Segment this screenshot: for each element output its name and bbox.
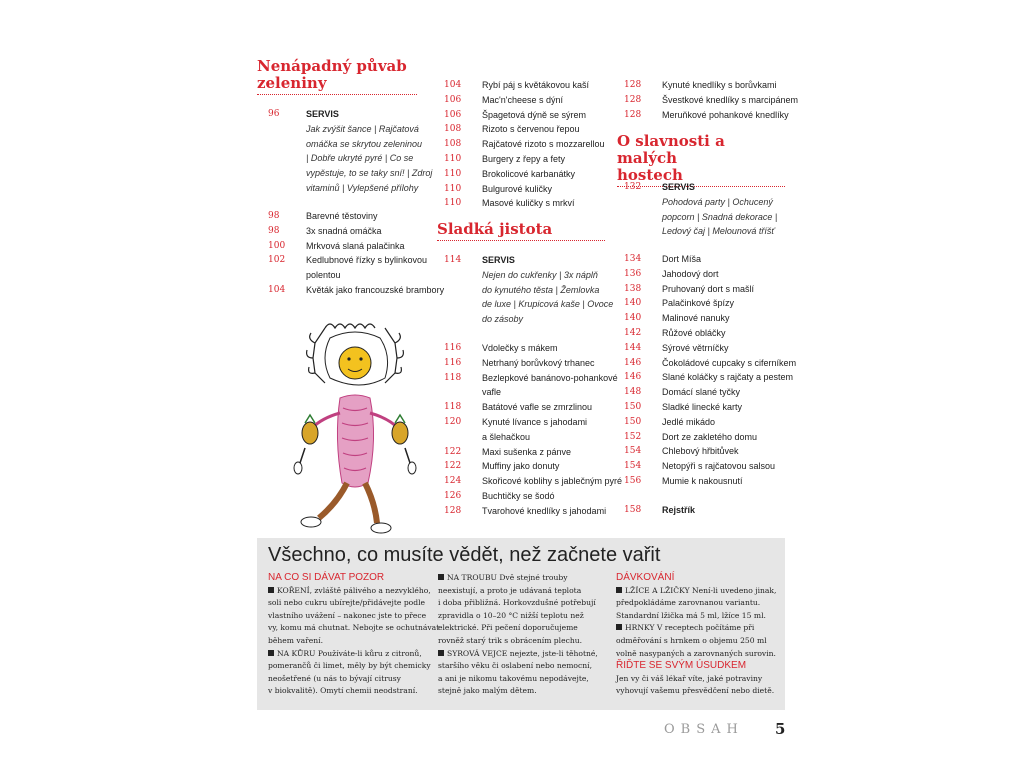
info-text-line: [616, 585, 786, 598]
toc-page-number: 110: [444, 154, 462, 164]
info-text-line: [616, 648, 786, 661]
info-text: KOŘENÍ, zvláště pálivého a nezvyklého,: [277, 585, 431, 595]
toc-page-number: 108: [444, 124, 462, 135]
toc-page-number: 100: [268, 240, 286, 251]
info-text: NA KŮRU Používáte-li kůru z citronů,: [277, 648, 422, 658]
info-text-line: [268, 660, 443, 673]
info-text-line: [268, 685, 443, 698]
toc-page-number: 128: [624, 94, 642, 105]
info-text-line: [438, 597, 613, 610]
info-text: volně nasypaných a zarovnaných surovin.: [616, 648, 776, 658]
toc-entry-title: Vdolečky s mákem: [482, 343, 558, 353]
toc-page-number: 152: [624, 431, 642, 442]
page-number: 5: [775, 720, 786, 738]
section-title-sweet: Sladká jistota: [437, 221, 605, 241]
toc-page-number: 114: [444, 255, 462, 265]
toc-entry-title: Mrkvová slaná palačinka: [306, 240, 405, 251]
info-text: Standardní lžička má 5 ml, lžíce 15 ml.: [616, 610, 766, 620]
toc-entry-title: Dort ze zakletého domu: [662, 431, 758, 442]
info-text: neošetřené (u nás to bývají citrusy: [268, 673, 401, 683]
toc-page-number: 116: [444, 343, 462, 353]
info-text: neexistují, a proto je udávaná teplota: [438, 585, 582, 595]
toc-entry-title: Čokoládové cupcaky s ciferníkem: [662, 357, 797, 368]
toc-entry-title: Brokolicové karbanátky: [482, 168, 576, 179]
section-title-celebrations: O slavnosti a malých hostech: [617, 133, 785, 187]
toc-page-number: 104: [268, 285, 286, 295]
info-text-line: [438, 673, 613, 686]
toc-entry-title: Burgery z řepy a fety: [482, 154, 566, 164]
toc-entry-title: Netrhaný borůvkový trhanec: [482, 357, 595, 368]
info-text: i doba přibližná. Horkovzdušné potřebují: [438, 598, 596, 608]
toc-entry-title: a šlehačkou: [482, 431, 531, 442]
servis-line: Jak zvýšit šance | Rajčatová: [306, 123, 419, 134]
info-text-line: [438, 648, 613, 661]
toc-page-number: 102: [268, 255, 286, 266]
toc-entry-title: Buchtičky se šodó: [482, 491, 555, 501]
info-text-line: [616, 597, 786, 610]
toc-page-number: 124: [444, 476, 462, 487]
bullet-square-icon: [616, 624, 622, 630]
toc-page-number: 154: [624, 446, 642, 457]
info-subheading: ŘIĎTE SE SVÝM ÚSUDKEM: [616, 660, 747, 672]
servis-line: de luxe | Krupicová kaše | Ovoce: [482, 299, 614, 310]
toc-page-number: 144: [624, 342, 642, 353]
toc-page-number: 142: [624, 328, 642, 338]
info-text-line: [616, 635, 786, 648]
toc-entry-title: vafle: [482, 387, 502, 398]
toc-entry-title: Muffiny jako donuty: [482, 461, 560, 472]
info-box: [257, 538, 785, 710]
info-text-line: [268, 610, 443, 623]
toc-page-number: 138: [624, 283, 642, 294]
toc-page-number: 106: [444, 109, 462, 120]
info-text-line: [438, 572, 613, 585]
toc-entry-title: Chlebový hřbitůvek: [662, 446, 739, 457]
toc-page-number: 148: [624, 387, 642, 398]
info-text-line: [438, 660, 613, 673]
toc-page-number: 128: [624, 109, 642, 120]
toc-entry-title: polentou: [306, 270, 341, 281]
info-text: vlastního uvážení – nakonec jste to přece: [268, 610, 427, 620]
info-text-line: [438, 635, 613, 648]
servis-line: do zásoby: [482, 314, 524, 325]
toc-page-number: 120: [444, 417, 462, 427]
section-title-vegetables: Nenápadný půvab zeleniny: [257, 58, 417, 95]
servis-line: Nejen do cukřenky | 3x náplň: [482, 269, 598, 280]
servis-heading[interactable]: SERVIS: [482, 255, 515, 265]
toc-page-number: 128: [444, 505, 462, 516]
toc-page-number: 108: [444, 139, 462, 150]
info-text-line: [268, 622, 443, 635]
toc-page-number: 106: [444, 94, 462, 105]
chef-illustration: [285, 298, 425, 538]
toc-entry-title: Skořicové koblihy s jablečným pyré: [482, 476, 623, 487]
info-text: LŽÍCE A LŽIČKY Není-li uvedeno jinak,: [625, 585, 777, 595]
toc-page-number: 126: [444, 491, 462, 501]
info-text-line: [616, 622, 786, 635]
toc-page-number: 98: [268, 225, 280, 236]
toc-entry-title: Růžové obláčky: [662, 328, 726, 338]
toc-page-number: 150: [624, 402, 642, 412]
info-text: vy, komu má chutnat. Nebojte se ochutnávat: [268, 623, 440, 633]
info-text-line: [616, 673, 786, 686]
toc-entry-title: Pruhovaný dort s mašlí: [662, 283, 755, 294]
bullet-square-icon: [268, 587, 274, 593]
toc-page-number: 150: [624, 416, 642, 427]
toc-entry-title: Rybí páj s květákovou kaší: [482, 80, 590, 90]
toc-page-number: 146: [624, 372, 642, 383]
toc-page-number: 116: [444, 357, 462, 368]
toc-page-number: 118: [444, 372, 462, 383]
toc-entry-title: Tvarohové knedlíky s jahodami: [482, 505, 607, 516]
toc-page-number: 134: [624, 254, 642, 264]
toc-page-number: 146: [624, 357, 642, 368]
toc-entry-title: Květák jako francouzské brambory: [306, 285, 445, 295]
servis-line: vitaminů | Vylepšené přílohy: [306, 182, 419, 193]
servis-line: do kynutého těsta | Žemlovka: [482, 284, 600, 295]
toc-page-number: 132: [624, 182, 642, 192]
info-col-caution: [268, 572, 443, 698]
info-text: odměřování s hrnkem o objemu 250 ml: [616, 635, 767, 645]
servis-line: vypěstuje, to se taky sní! | Zdroj: [306, 168, 433, 179]
toc-entry-title: Rizoto s červenou řepou: [482, 124, 580, 135]
toc-page-number: 122: [444, 461, 462, 472]
info-text-line: [438, 585, 613, 598]
servis-line: Ledový čaj | Melounová tříšť: [662, 226, 775, 237]
toc-entry-title: Mac'n'cheese s dýní: [482, 94, 563, 105]
info-text: HRNKY V receptech počítáme při: [625, 623, 755, 633]
info-col-oven: [438, 572, 613, 698]
info-text: rovněž starý trik s obrácením plechu.: [438, 635, 583, 645]
info-text-line: [268, 635, 443, 648]
toc-entry-title: Bulgurové kuličky: [482, 183, 553, 194]
toc-entry-title: Barevné těstoviny: [306, 211, 378, 221]
info-text: pomerančů či limet, měly by být chemicky: [268, 661, 431, 671]
toc-entry-title: Palačinkové špízy: [662, 298, 735, 309]
toc-entry-title: Sýrové větrníčky: [662, 342, 729, 353]
toc-entry-title: 3x snadná omáčka: [306, 225, 382, 236]
info-subheading: DÁVKOVÁNÍ: [616, 572, 675, 583]
info-text: Jen vy či váš lékař víte, jaké potraviny: [616, 673, 763, 683]
info-text: soli nebo cukru ubírejte/přidávejte podle: [268, 598, 426, 608]
toc-entry-title: Maxi sušenka z pánve: [482, 446, 572, 457]
toc-entry-title: Jedlé mikádo: [662, 416, 716, 427]
info-text-line: [268, 585, 443, 598]
toc-entry-title: Jahodový dort: [662, 268, 719, 279]
toc-page-number: 118: [444, 402, 462, 413]
toc-entry-title: Kedlubnové řízky s bylinkovou: [306, 255, 428, 266]
info-text-line: [438, 610, 613, 623]
toc-entry-title: Kynuté knedlíky s borůvkami: [662, 80, 777, 90]
servis-description: [662, 195, 777, 239]
info-text: stejně jako malým dětem.: [438, 686, 537, 696]
toc-page-number: 140: [624, 298, 642, 309]
servis-heading[interactable]: SERVIS: [662, 182, 695, 192]
toc-entry-title: Batátové vafle se zmrzlinou: [482, 402, 593, 413]
toc-page-number: 140: [624, 313, 642, 324]
bullet-square-icon: [438, 650, 444, 656]
toc-page-number: 110: [444, 183, 462, 194]
toc-page-number: 154: [624, 461, 642, 472]
toc-entry-title: Malinové nanuky: [662, 313, 730, 324]
info-text-line: [616, 610, 786, 623]
info-text: NA TROUBU Dvě stejné trouby: [447, 573, 568, 582]
footer-section-label: OBSAH: [664, 722, 744, 737]
toc-page-number: 122: [444, 446, 462, 457]
toc-page-number: 128: [624, 80, 642, 90]
info-text-line: [438, 685, 613, 698]
toc-entry-title: Slané koláčky s rajčaty a pestem: [662, 372, 794, 383]
toc-page-number: 110: [444, 198, 462, 209]
bullet-square-icon: [268, 650, 274, 656]
info-text-line: [616, 685, 786, 698]
toc-entry-title: Netopýři s rajčatovou salsou: [662, 461, 776, 472]
info-text-line: [268, 597, 443, 610]
toc-entry-title: Domácí slané tyčky: [662, 387, 741, 398]
toc-page-number: 96: [268, 109, 280, 119]
toc-entry-title: Meruňkové pohankové knedlíky: [662, 109, 789, 120]
toc-entry-title: Masové kuličky s mrkví: [482, 198, 575, 209]
toc-entry-title: Mumie k nakousnutí: [662, 476, 743, 486]
toc-page-number: 156: [624, 476, 642, 486]
toc-page-number: 110: [444, 168, 462, 179]
toc-entry-title: Sladké linecké karty: [662, 402, 743, 412]
info-text: elektrické. Při pečení doporučujeme: [438, 623, 578, 633]
info-text: a ani je nikomu takovému nepodávejte,: [438, 673, 589, 683]
toc-entry-title: Kynuté lívance s jahodami: [482, 417, 588, 427]
toc-entry-title: Švestkové knedlíky s marcipánem: [662, 94, 799, 105]
toc-entry-title: Špagetová dýně se sýrem: [482, 109, 587, 120]
servis-description: [306, 122, 432, 196]
info-text: staršího věku či oslabení nebo nemocní,: [438, 661, 592, 671]
toc-page-number: 104: [444, 80, 462, 90]
toc-page-number: 136: [624, 268, 642, 279]
servis-line: popcorn | Snadná dekorace |: [662, 211, 778, 222]
info-text: zpravidla o 10–20 °C nižší teplotu než: [438, 610, 584, 620]
toc-entry-title: Bezlepkové banánovo-pohankové: [482, 372, 618, 383]
servis-heading[interactable]: SERVIS: [306, 109, 339, 119]
servis-description: [482, 268, 613, 327]
toc-entry-title: Dort Míša: [662, 254, 702, 264]
info-text-line: [438, 622, 613, 635]
servis-line: omáčka se skrytou zeleninou: [306, 138, 423, 149]
info-text: vyhovují vašemu přesvědčení nebo dietě.: [616, 686, 775, 696]
info-text-line: [268, 673, 443, 686]
info-col-dosage: [616, 572, 786, 698]
info-text: během vaření.: [268, 635, 324, 645]
servis-line: Pohodová party | Ochucený: [662, 196, 773, 207]
info-text: SYROVÁ VEJCE nejezte, jste-li těhotné,: [447, 648, 598, 658]
info-subheading: NA CO SI DÁVAT POZOR: [268, 572, 385, 583]
toc-page-number: 98: [268, 211, 280, 221]
bullet-square-icon: [616, 587, 622, 593]
toc-entry-title: Rajčatové rizoto s mozzarellou: [482, 139, 605, 150]
servis-line: | Dobře ukryté pyré | Co se: [306, 153, 414, 164]
info-text: v biokvalitě). Omytí chemii neodstraní.: [268, 686, 418, 696]
info-box-title: Všechno, co musíte vědět, než začnete vařit: [268, 544, 661, 566]
info-text: předpokládáme zarovnanou variantu.: [616, 598, 761, 608]
bullet-square-icon: [438, 574, 444, 580]
info-text-line: [268, 648, 443, 661]
